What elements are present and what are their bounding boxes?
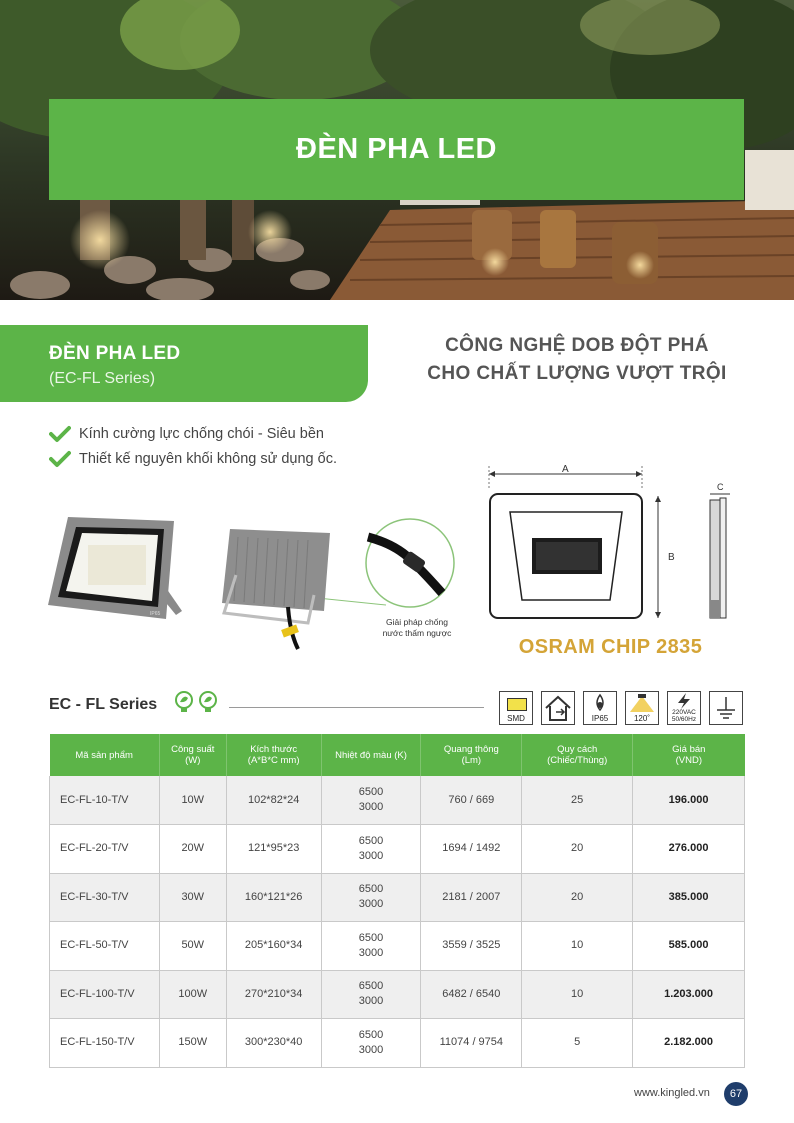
beam-angle-icon [625, 691, 659, 725]
dim-b-label: B [668, 552, 675, 563]
chip-label: OSRAM CHIP 2835 [518, 636, 703, 658]
cell-cct: 6500 3000 [321, 776, 421, 825]
feature-item [49, 421, 337, 446]
eco-bulb-icon [198, 691, 218, 713]
product-tagline [380, 332, 774, 388]
dimension-drawing [480, 460, 740, 630]
hero-title: ĐÈN PHA LED [296, 133, 497, 165]
cell-pack: 20 [522, 873, 633, 922]
cell-pack: 5 [522, 1019, 633, 1068]
eco-bulb-icon [174, 691, 194, 713]
cell-code: EC-FL-50-T/V [50, 922, 160, 971]
cell-price: 1.203.000 [633, 970, 745, 1019]
ip65-icon [583, 691, 617, 725]
col-header-size: Kích thước (A*B*C mm) [226, 734, 321, 776]
cell-cct: 6500 3000 [321, 922, 421, 971]
check-icon [49, 425, 71, 443]
cell-size: 160*121*26 [226, 873, 321, 922]
waterproof-callout [372, 617, 462, 639]
product-series: (EC-FL Series) [49, 370, 156, 387]
cell-pack: 20 [522, 825, 633, 874]
voltage-label-1: 220VAC [672, 709, 696, 716]
feature-text: Thiết kế nguyên khối không sử dụng ốc. [79, 450, 337, 467]
table-row [50, 922, 745, 971]
ground-icon [709, 691, 743, 725]
cell-power: 10W [159, 776, 226, 825]
cell-lumen: 760 / 669 [421, 776, 522, 825]
ip65-label: IP65 [591, 714, 609, 723]
cell-lumen: 11074 / 9754 [421, 1019, 522, 1068]
cell-price: 196.000 [633, 776, 745, 825]
cell-cct: 6500 3000 [321, 970, 421, 1019]
col-header-pack: Quy cách (Chiếc/Thùng) [522, 734, 633, 776]
cell-lumen: 1694 / 1492 [421, 825, 522, 874]
cell-pack: 25 [522, 776, 633, 825]
tagline-line-1: CÔNG NGHỆ DOB ĐỘT PHÁ [445, 335, 709, 356]
col-header-lumen: Quang thông (Lm) [421, 734, 522, 776]
hero-image [0, 0, 794, 300]
cell-power: 150W [159, 1019, 226, 1068]
beam-angle-label: 120˚ [633, 714, 650, 723]
series-divider [229, 707, 484, 708]
dim-a-label: A [562, 464, 569, 475]
voltage-label-2: 50/60Hz [671, 716, 697, 723]
table-row [50, 970, 745, 1019]
cell-price: 585.000 [633, 922, 745, 971]
table-row [50, 825, 745, 874]
spec-icons [499, 691, 743, 725]
series-icons [174, 691, 218, 713]
hero-banner [49, 99, 744, 200]
cell-code: EC-FL-150-T/V [50, 1019, 160, 1068]
cell-cct: 6500 3000 [321, 825, 421, 874]
cell-lumen: 6482 / 6540 [421, 970, 522, 1019]
cell-cct: 6500 3000 [321, 873, 421, 922]
dim-c-label: C [717, 482, 724, 492]
cell-code: EC-FL-20-T/V [50, 825, 160, 874]
check-icon [49, 450, 71, 468]
cell-price: 385.000 [633, 873, 745, 922]
footer-url[interactable]: www.kingled.vn [634, 1087, 710, 1099]
table-row [50, 776, 745, 825]
col-header-power: Công suất (W) [159, 734, 226, 776]
product-title: ĐÈN PHA LED [49, 343, 181, 364]
cell-pack: 10 [522, 970, 633, 1019]
col-header-cct: Nhiệt độ màu (K) [321, 734, 421, 776]
table-row [50, 873, 745, 922]
page-number: 67 [724, 1082, 748, 1106]
col-header-code: Mã sản phẩm [50, 734, 160, 776]
cell-size: 205*160*34 [226, 922, 321, 971]
smd-chip-icon [499, 691, 533, 725]
floodlight-front-image [46, 515, 186, 625]
cell-pack: 10 [522, 922, 633, 971]
cell-code: EC-FL-100-T/V [50, 970, 160, 1019]
smd-label: SMD [507, 714, 525, 723]
cell-power: 30W [159, 873, 226, 922]
table-header-row [50, 734, 745, 776]
product-table [49, 734, 745, 1068]
col-header-price: Giá bán (VND) [633, 734, 745, 776]
feature-item [49, 446, 337, 471]
cell-power: 20W [159, 825, 226, 874]
indoor-outdoor-icon [541, 691, 575, 725]
cell-power: 50W [159, 922, 226, 971]
series-title: EC - FL Series [49, 696, 158, 713]
product-title-block [0, 325, 368, 402]
cell-size: 300*230*40 [226, 1019, 321, 1068]
callout-line-2: nước thấm ngược [382, 628, 452, 638]
cell-cct: 6500 3000 [321, 1019, 421, 1068]
feature-list [49, 421, 337, 471]
tagline-line-2: CHO CHẤT LƯỢNG VƯỢT TRỘI [427, 363, 727, 384]
table-row [50, 1019, 745, 1068]
cell-size: 270*210*34 [226, 970, 321, 1019]
cell-code: EC-FL-10-T/V [50, 776, 160, 825]
lamp-badge: IP65 [150, 611, 161, 617]
feature-text: Kính cường lực chống chói - Siêu bền [79, 425, 324, 442]
cell-power: 100W [159, 970, 226, 1019]
cell-code: EC-FL-30-T/V [50, 873, 160, 922]
cell-price: 2.182.000 [633, 1019, 745, 1068]
cell-lumen: 2181 / 2007 [421, 873, 522, 922]
cell-size: 121*95*23 [226, 825, 321, 874]
cell-lumen: 3559 / 3525 [421, 922, 522, 971]
voltage-icon [667, 691, 701, 725]
cell-size: 102*82*24 [226, 776, 321, 825]
cell-price: 276.000 [633, 825, 745, 874]
callout-line-1: Giải pháp chống [386, 617, 448, 627]
